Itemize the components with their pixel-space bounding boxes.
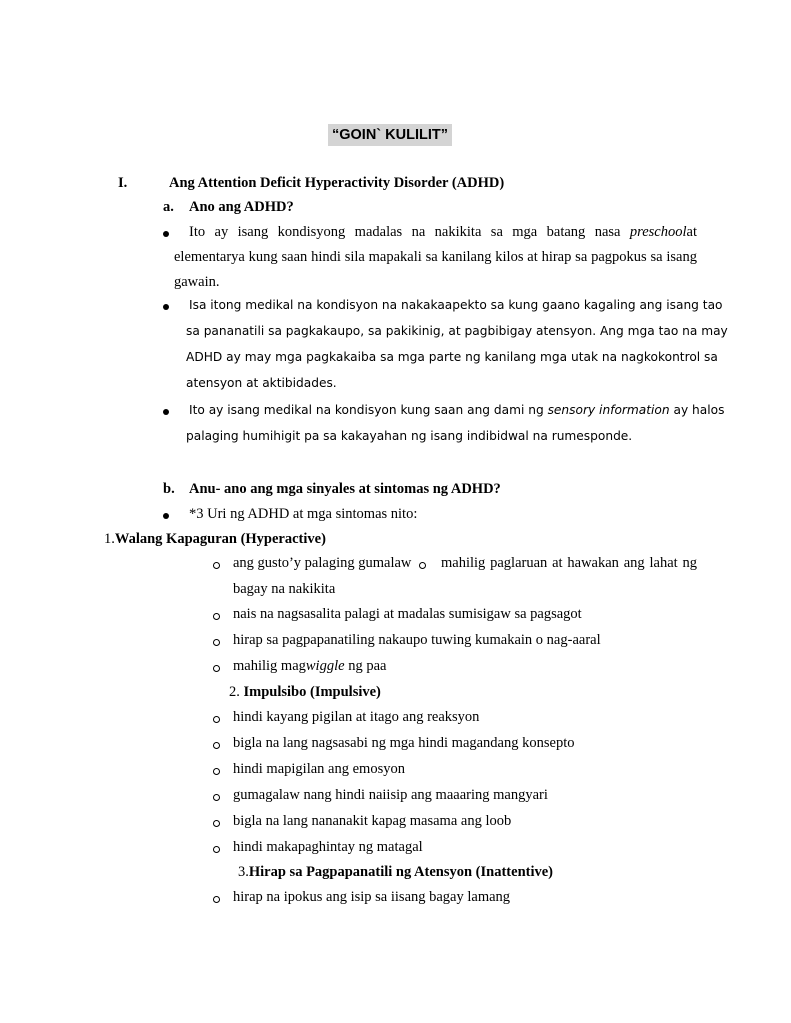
list-item: gumagalaw nang hindi naiisip ang maaaring mangyari: [233, 787, 548, 803]
paragraph-line: *3 Uri ng ADHD at mga sintomas nito:: [189, 506, 418, 522]
list-item: hindi mapigilan ang emosyon: [233, 761, 405, 777]
type-heading-impulsive: 2. Impulsibo (Impulsive): [229, 684, 381, 700]
bullet-icon: [163, 513, 169, 519]
circle-bullet-icon: [213, 846, 220, 853]
type-heading-inattentive: 3.Hirap sa Pagpapanatili ng Atensyon (Inattentive): [238, 864, 553, 880]
circle-bullet-icon: [213, 716, 220, 723]
type-heading-hyperactive: 1.Walang Kapaguran (Hyperactive): [104, 531, 326, 547]
list-item: bigla na lang nagsasabi ng mga hindi magandang konsepto: [233, 735, 575, 751]
section-numeral: I.: [118, 175, 128, 191]
circle-bullet-icon: [213, 896, 220, 903]
bullet-icon: [163, 304, 169, 310]
subsection-b-letter: b.: [163, 481, 175, 497]
circle-bullet-icon: [213, 562, 220, 569]
bullet-icon: [163, 409, 169, 415]
circle-bullet-icon: [213, 665, 220, 672]
section-heading: Ang Attention Deficit Hyperactivity Disorder (ADHD): [169, 175, 505, 191]
paragraph-line: gawain.: [174, 274, 220, 290]
paragraph-line: sa pananatili sa pagkakaupo, sa pakikinig, at pagbibigay atensyon. Ang mga tao na may: [186, 324, 728, 338]
paragraph-line: elementarya kung saan hindi sila mapakali sa kanilang kilos at hirap sa pagpokus sa isang: [174, 249, 697, 265]
circle-bullet-icon: [419, 562, 426, 569]
paragraph-line: ADHD ay may mga pagkakaiba sa mga parte ng kanilang mga utak na nagkokontrol sa: [186, 350, 718, 364]
circle-bullet-icon: [213, 820, 220, 827]
circle-bullet-icon: [213, 742, 220, 749]
paragraph-line: Isa itong medikal na kondisyon na nakakaapekto sa kung gaano kagaling ang isang tao: [189, 298, 723, 312]
circle-bullet-icon: [213, 768, 220, 775]
list-item: hirap sa pagpapanatiling nakaupo tuwing kumakain o nag-aaral: [233, 632, 601, 648]
paragraph-line: Ito ay isang kondisyong madalas na nakikita sa mga batang nasa preschoolat: [189, 224, 697, 240]
bullet-icon: [163, 231, 169, 237]
paragraph-line: palaging humihigit pa sa kakayahan ng isang indibidwal na rumesponde.: [186, 429, 633, 443]
document-title: “GOIN` KULILIT”: [328, 124, 452, 146]
circle-bullet-icon: [213, 639, 220, 646]
list-item: bagay na nakikita: [233, 581, 336, 597]
list-item: bigla na lang nananakit kapag masama ang loob: [233, 813, 512, 829]
list-item: mahilig paglaruan at hawakan ang lahat ng: [441, 555, 697, 571]
paragraph-line: Ito ay isang medikal na kondisyon kung saan ang dami ng sensory information ay halos: [189, 403, 725, 417]
subsection-b-heading: Anu- ano ang mga sinyales at sintomas ng ADHD?: [189, 481, 501, 497]
list-item: hindi kayang pigilan at itago ang reaksyon: [233, 709, 480, 725]
list-item: hirap na ipokus ang isip sa iisang bagay lamang: [233, 889, 511, 905]
circle-bullet-icon: [213, 794, 220, 801]
circle-bullet-icon: [213, 613, 220, 620]
list-item: nais na nagsasalita palagi at madalas sumisigaw sa pagsagot: [233, 606, 582, 622]
list-item: ang gusto’y palaging gumalaw: [233, 555, 412, 571]
subsection-a-heading: Ano ang ADHD?: [189, 199, 294, 215]
paragraph-line: atensyon at aktibidades.: [186, 376, 337, 390]
list-item: hindi makapaghintay ng matagal: [233, 839, 423, 855]
subsection-a-letter: a.: [163, 199, 174, 215]
list-item: mahilig magwiggle ng paa: [233, 658, 387, 674]
